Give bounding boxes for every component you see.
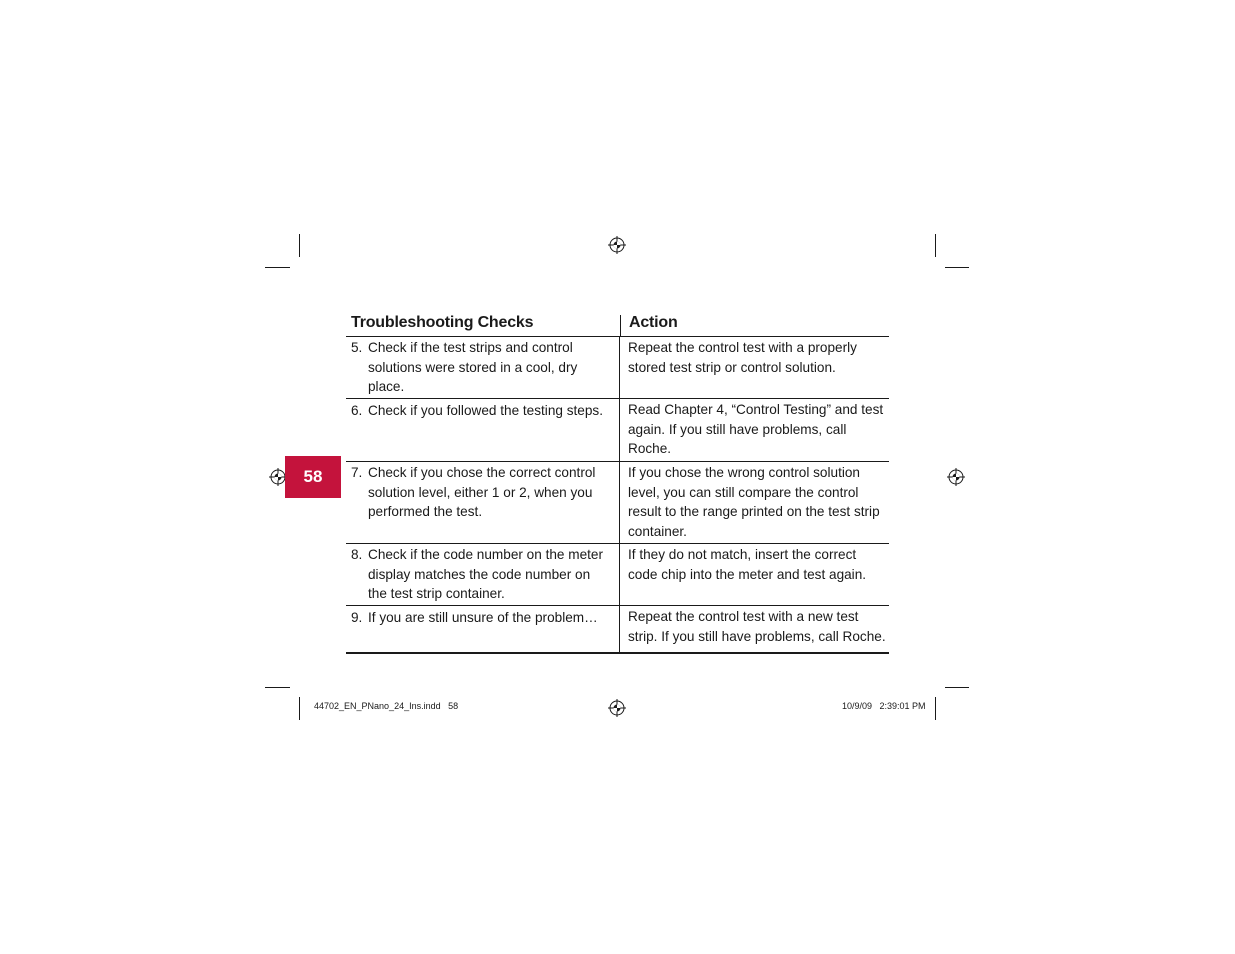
check-cell bbox=[346, 399, 620, 461]
registration-mark-icon bbox=[947, 468, 965, 486]
table-row bbox=[346, 544, 889, 606]
slug-datetime: 10/9/09 2:39:01 PM bbox=[842, 701, 926, 711]
step-number: 6. bbox=[351, 403, 363, 418]
action-cell: Repeat the control test with a new test strip. If you still have problems, call Roche. bbox=[628, 609, 886, 644]
crop-mark bbox=[935, 697, 936, 720]
table-row bbox=[346, 399, 889, 462]
registration-mark-icon bbox=[608, 236, 626, 254]
crop-mark bbox=[265, 687, 290, 688]
check-cell bbox=[346, 606, 620, 652]
page-number: 58 bbox=[303, 467, 323, 486]
crop-mark bbox=[935, 234, 936, 257]
check-text: Check if the test strips and control solutions were stored in a cool, dry place. bbox=[368, 340, 578, 394]
registration-mark-icon bbox=[608, 699, 626, 717]
crop-mark bbox=[299, 697, 300, 720]
action-cell: If you chose the wrong control solution level, you can still compare the control result to the range printed on the test strip container. bbox=[628, 465, 880, 539]
crop-mark bbox=[945, 267, 969, 268]
page-number-tab bbox=[285, 456, 341, 498]
check-cell bbox=[346, 337, 620, 398]
crop-mark bbox=[265, 267, 290, 268]
table-row bbox=[346, 462, 889, 544]
table-row bbox=[346, 337, 889, 399]
check-text: Check if you followed the testing steps. bbox=[368, 403, 603, 418]
check-text: Check if you chose the correct control solution level, either 1 or 2, when you performed the test. bbox=[368, 465, 596, 519]
table-header bbox=[346, 312, 889, 337]
table-row bbox=[346, 606, 889, 654]
troubleshooting-table bbox=[346, 312, 889, 654]
check-cell bbox=[346, 462, 620, 543]
slug-filename: 44702_EN_PNano_24_Ins.indd 58 bbox=[314, 701, 459, 711]
check-cell bbox=[346, 544, 620, 605]
step-number: 7. bbox=[351, 465, 363, 480]
column-divider bbox=[620, 315, 621, 337]
column-header-checks: Troubleshooting Checks bbox=[351, 314, 534, 331]
action-cell: Repeat the control test with a properly stored test strip or control solution. bbox=[628, 340, 857, 375]
check-text: If you are still unsure of the problem… bbox=[368, 610, 598, 625]
step-number: 5. bbox=[351, 340, 363, 355]
step-number: 8. bbox=[351, 547, 363, 562]
step-number: 9. bbox=[351, 610, 363, 625]
action-cell: If they do not match, insert the correct code chip into the meter and test again. bbox=[628, 547, 867, 582]
crop-mark bbox=[299, 234, 300, 257]
crop-mark bbox=[945, 687, 969, 688]
action-cell: Read Chapter 4, “Control Testing” and test again. If you still have problems, call Roche. bbox=[628, 402, 884, 456]
check-text: Check if the code number on the meter display matches the code number on the test strip container. bbox=[368, 547, 603, 601]
column-header-action: Action bbox=[629, 314, 678, 331]
